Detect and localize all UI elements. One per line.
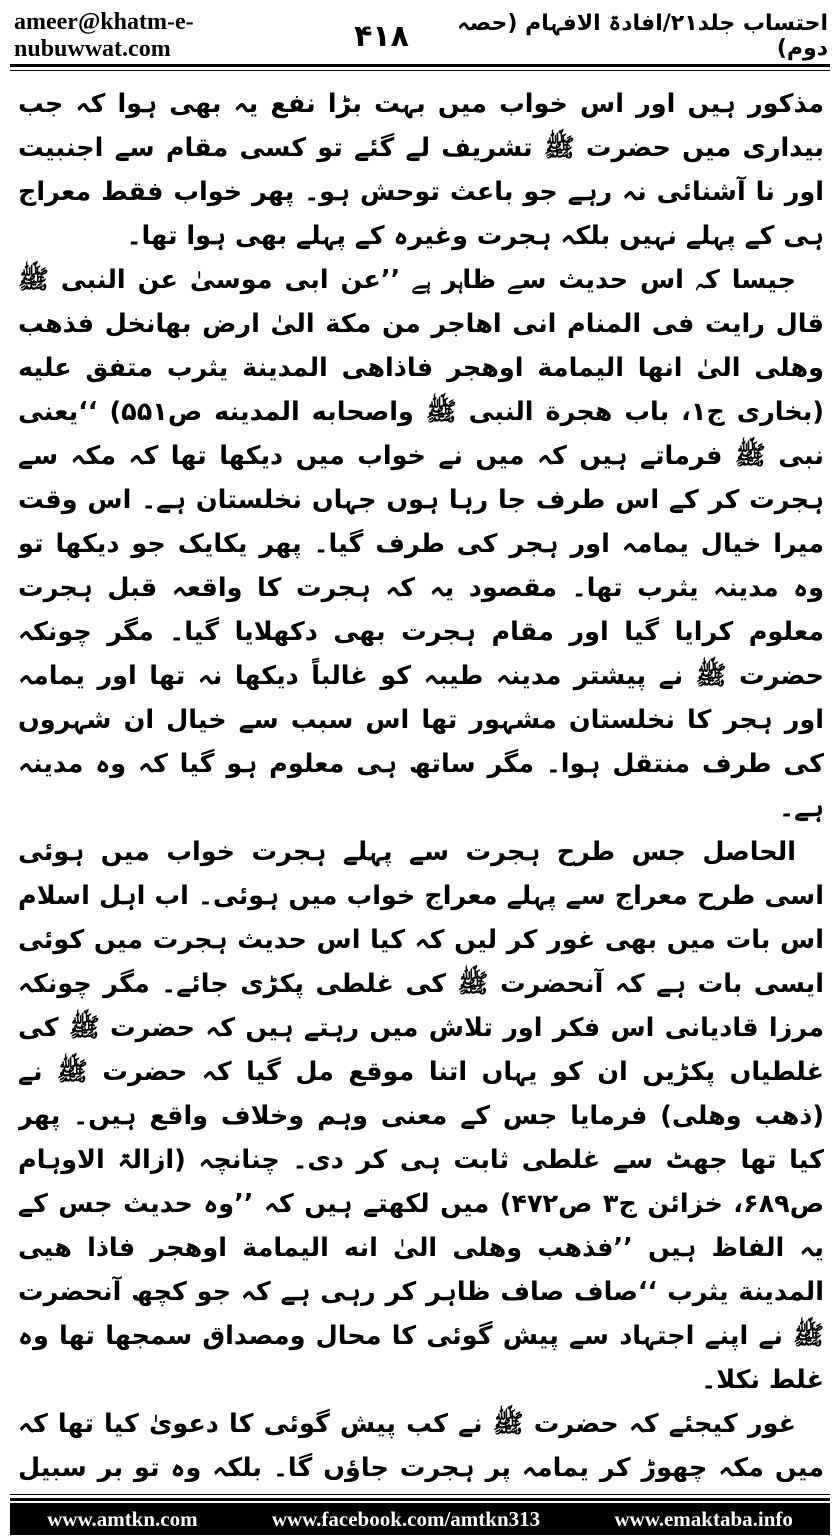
header-rule-thick — [10, 64, 830, 67]
footer-rule-thin — [10, 1494, 830, 1495]
paragraph-3: الحاصل جس طرح ہجرت سے پہلے ہجرت خواب میں ہوئی اسی طرح معراج سے پہلے معراج خواب میں ہوئی۔ اب اہل اسلام اس بات میں بھی غور کر لیں کہ کیا اس حدیث ہجرت میں کوئی ایسی بات ہے کہ آنحضرت ﷺ کی غلطی پکڑی جائے۔ مگر چونکہ مرزا قادیانی اس فکر اور تلاش میں رہتے ہیں کہ حضرت ﷺ کی غلطیاں پکڑیں ان کو یہاں اتنا موقع مل گیا کہ حضرت ﷺ نے (ذھب وھلی) فرمایا جس کے معنی وہم وخلاف واقع ہیں۔ پھر کیا تھا جھٹ سے غلطی ثابت ہی کر دی۔ چنانچہ (ازالۃ الاوہام ص۶۸۹، خزائن ج۳ ص۴۷۲) میں لکھتے ہیں کہ ’’وہ حدیث جس کے یہ الفاظ ہیں ’’فذھب وھلی الیٰ انه الیمامة اوھجر فاذا ھیی المدینة یثرب ‘‘صاف صاف ظاہر کر رہی ہے کہ جو کچھ آنحضرت ﷺ نے اپنے اجتہاد سے پیش گوئی کا محال ومصداق سمجھا تھا وہ غلط نکلا۔ — [18, 837, 824, 1395]
footer-link-facebook[interactable]: www.facebook.com/amtkn313 — [271, 1506, 541, 1531]
book-title: احتساب جلد۲۱/افادۃ الافہام (حصہ دوم) — [456, 11, 828, 61]
page-number: ۴۱۸ — [354, 18, 409, 54]
footer-link-amtkn[interactable]: www.amtkn.com — [47, 1506, 198, 1531]
footer-rule-thick — [10, 1498, 830, 1501]
paragraph-4: غور کیجئے کہ حضرت ﷺ نے کب پیش گوئی کا دعویٰ کیا تھا کہ میں مکہ چھوڑ کر یمامہ پر ہجرت جاؤں گا۔ بلکہ وہ تو بر سبیل — [18, 1409, 824, 1482]
header-email: ameer@khatm-e-nubuwwat.com — [14, 9, 194, 62]
page-body — [18, 82, 824, 1482]
paragraph-2: جیسا کہ اس حدیث سے ظاہر ہے ’’عن ابی موسیٰ عن النبی ﷺ قال رایت فی المنام انی اھاجر من مکة الیٰ ارض بھانخل فذھب وھلی الیٰ انھا الیمامة اوھجر فاذاھی المدینة یثرب متفق علیه (بخاری ج۱، باب ھجرة النبی ﷺ واصحابه المدینه ص۵۵۱) ‘‘یعنی نبی ﷺ فرماتے ہیں کہ میں نے خواب میں دیکھا تھا کہ مکہ سے ہجرت کر کے اس طرف جا رہا ہوں جہاں نخلستان ہے۔ اس وقت میرا خیال یمامہ اور ہجر کی طرف گیا۔ پھر یکایک جو دیکھا تو وہ مدینہ یثرب تھا۔ مقصود یہ کہ ہجرت کا واقعہ قبل ہجرت معلوم کرایا گیا اور مقام ہجرت بھی دکھلایا گیا۔ مگر چونکہ حضرت ﷺ نے پیشتر مدینہ طیبہ کو غالباً دیکھا نہ تھا اور یمامہ اور ہجر کا نخلستان مشہور تھا اس سبب سے خیال ان شہروں کی طرف منتقل ہوا۔ مگر ساتھ ہی معلوم ہو گیا کہ وہ مدینہ ہے۔ — [18, 265, 824, 823]
footer-bar — [10, 1503, 830, 1535]
page-header — [14, 9, 828, 62]
footer-link-emaktaba[interactable]: www.emaktaba.info — [614, 1506, 793, 1531]
header-rule-thin — [10, 70, 830, 71]
header-left — [14, 9, 409, 63]
paragraph-1: مذکور ہیں اور اس خواب میں بہت بڑا نفع یہ بھی ہوا کہ جب بیداری میں حضرت ﷺ تشریف لے گئے تو کسی مقام سے اجنبیت اور نا آشنائی نہ رہے جو باعث توحش ہو۔ پھر خواب فقط معراج ہی کے پہلے نہیں بلکہ ہجرت وغیرہ کے پہلے بھی ہوا تھا۔ — [18, 89, 824, 251]
